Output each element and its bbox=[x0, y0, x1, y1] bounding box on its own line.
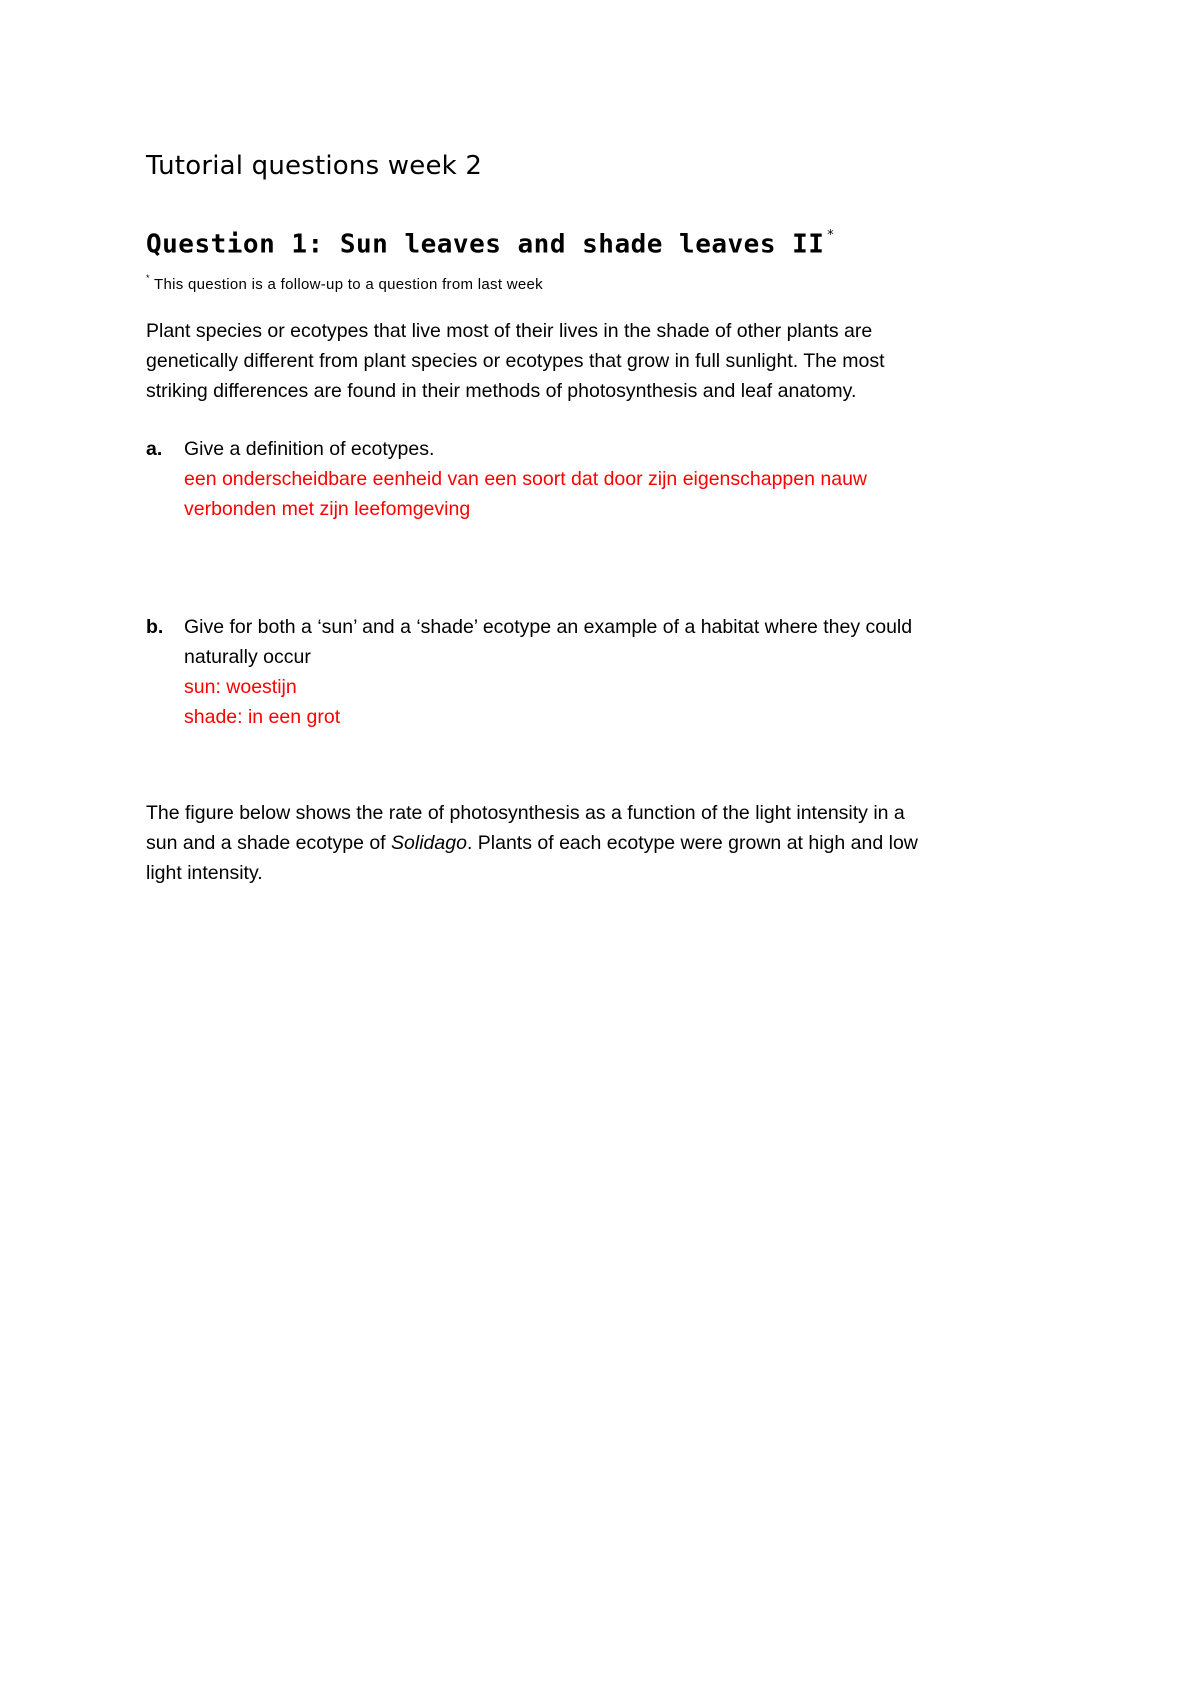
figure-para-line bbox=[146, 828, 1056, 858]
item-a-marker: a. bbox=[146, 437, 163, 460]
item-a-question: Give a definition of ecotypes. bbox=[184, 437, 435, 460]
figure-para-text: sun and a shade ecotype of bbox=[146, 831, 392, 854]
footnote-text: This question is a follow-up to a question from last week bbox=[154, 275, 543, 293]
species-name: Solidago bbox=[391, 831, 467, 854]
question-heading bbox=[146, 220, 1056, 265]
figure-para-text: . Plants of each ecotype were grown at high and low bbox=[466, 831, 918, 854]
intro-paragraph bbox=[146, 316, 1056, 406]
footnote-mark: * bbox=[146, 272, 150, 283]
intro-line: Plant species or ecotypes that live most of their lives in the shade of other plants are bbox=[146, 319, 873, 342]
intro-line: genetically different from plant species or ecotypes that grow in full sunlight. The most bbox=[146, 349, 885, 372]
document-title: Tutorial questions week 2 bbox=[146, 151, 483, 181]
question-item-a bbox=[146, 434, 1056, 524]
item-a-answer-line: een onderscheidbare eenheid van een soort dat door zijn eigenschappen nauw bbox=[184, 467, 868, 490]
document-content bbox=[146, 146, 1056, 888]
item-a-answer-line: verbonden met zijn leefomgeving bbox=[184, 497, 471, 520]
footnote bbox=[146, 269, 1056, 296]
figure-description-paragraph bbox=[146, 798, 1056, 888]
question-item-b bbox=[146, 612, 1056, 732]
item-b-question-line: naturally occur bbox=[184, 645, 311, 668]
item-b-marker: b. bbox=[146, 615, 164, 638]
item-b-answer-shade: shade: in een grot bbox=[184, 705, 341, 728]
figure-para-line: The figure below shows the rate of photosynthesis as a function of the light intensity in a bbox=[146, 801, 905, 824]
item-b-question-line: Give for both a ‘sun’ and a ‘shade’ ecotype an example of a habitat where they could bbox=[184, 615, 913, 638]
figure-para-line: light intensity. bbox=[146, 861, 263, 884]
intro-line: striking differences are found in their methods of photosynthesis and leaf anatomy. bbox=[146, 379, 857, 402]
question-heading-text: Question 1: Sun leaves and shade leaves II bbox=[146, 229, 825, 260]
item-b-answer-sun: sun: woestijn bbox=[184, 675, 297, 698]
question-heading-footnote-mark: * bbox=[826, 228, 835, 243]
